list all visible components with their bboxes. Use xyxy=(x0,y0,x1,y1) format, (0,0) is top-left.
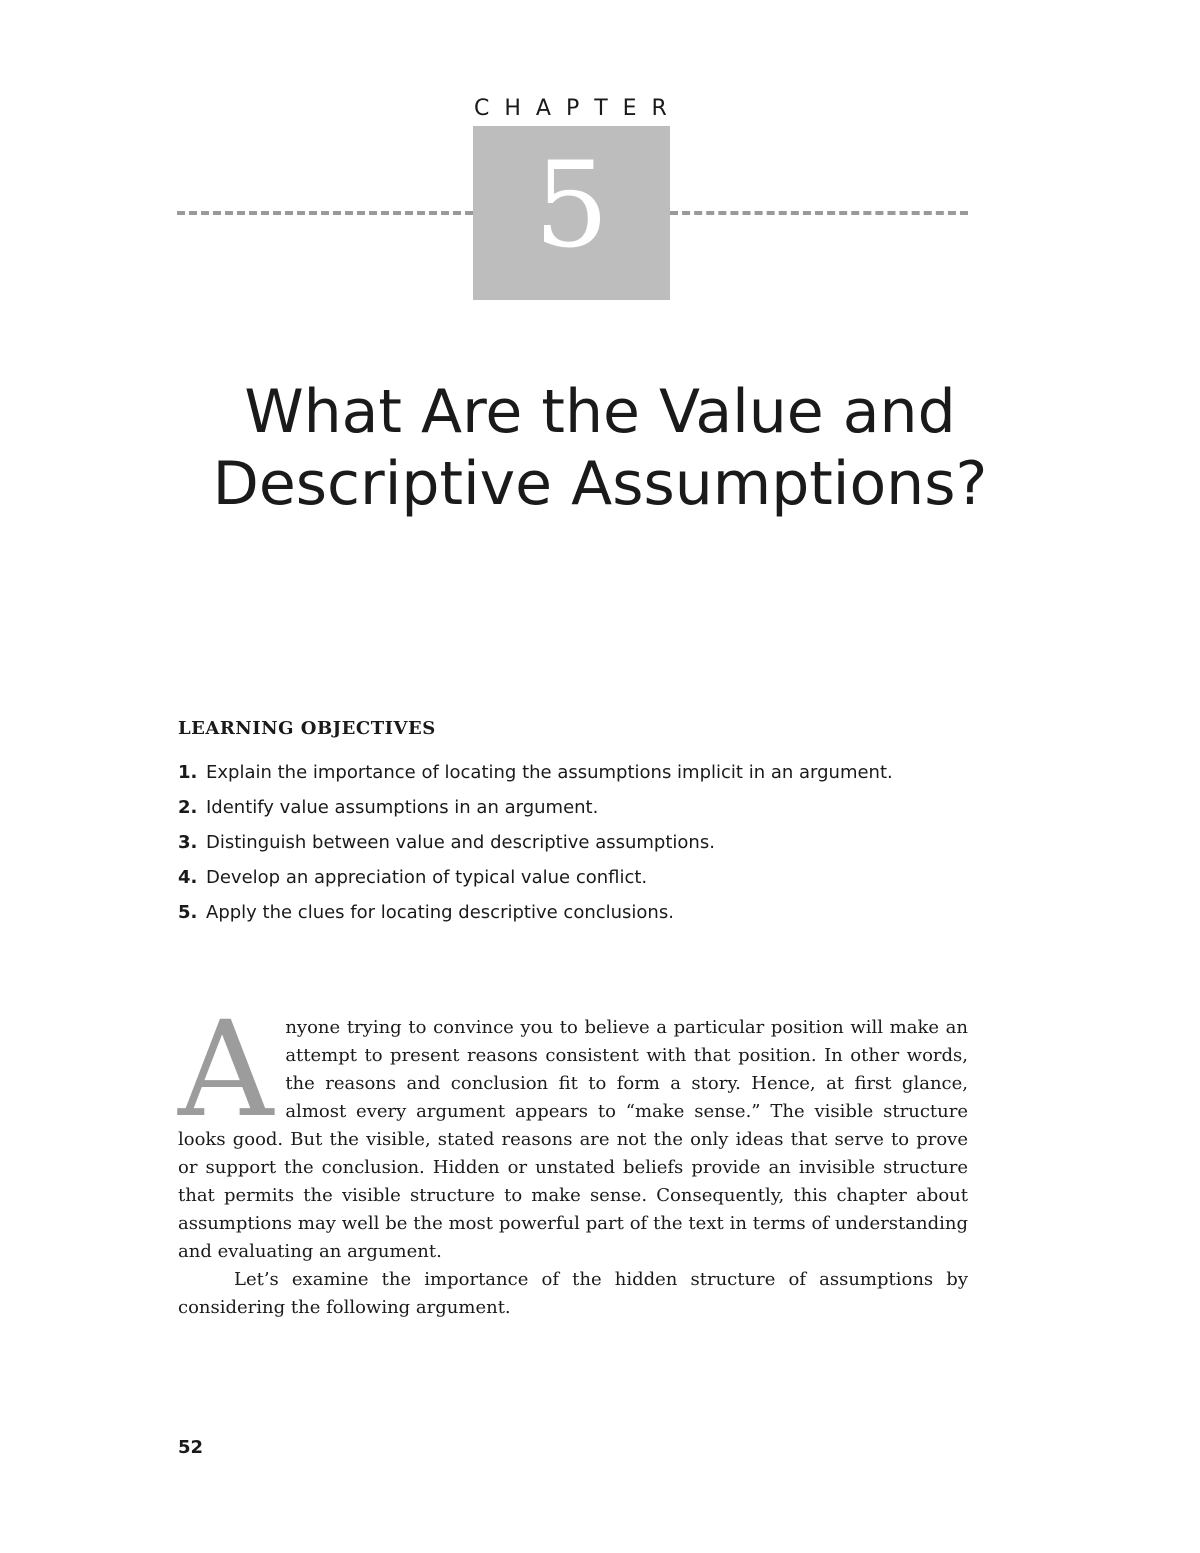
objective-number: 1. xyxy=(178,762,198,783)
chapter-title xyxy=(120,376,1080,520)
dashed-rule-left xyxy=(177,211,473,215)
body-paragraph-text: Let’s examine the importance of the hidden structure of assumptions by considering the following argument. xyxy=(178,1269,968,1318)
objective-text: Develop an appreciation of typical value conflict. xyxy=(206,867,648,888)
page-number: 52 xyxy=(178,1437,204,1458)
objective-item xyxy=(178,900,898,926)
objective-item xyxy=(178,795,898,821)
body-paragraph-text: nyone trying to convince you to believe a particular position will make an attempt to present reasons consistent with that position. In other words, the reasons and conclusion fit to form a story. Hence, at first glance, almost every argument appears to “make sense.” The visible structure looks good. But the visible, stated reasons are not the only ideas that serve to prove or support the conclusion. Hidden or unstated beliefs provide an invisible structure that permits the visible structure to make sense. Consequently, this chapter about assumptions may well be the most powerful part of the text in terms of understanding and evaluating an argument. xyxy=(178,1017,968,1262)
chapter-title-line1: What Are the Value and xyxy=(244,377,956,447)
learning-objectives-list xyxy=(178,760,898,935)
dashed-rule-right xyxy=(670,211,968,215)
body-text xyxy=(178,993,968,1322)
objective-text: Identify value assumptions in an argument. xyxy=(206,797,599,818)
body-paragraph xyxy=(178,1266,968,1322)
drop-cap: A xyxy=(178,993,274,1147)
objective-item xyxy=(178,830,898,856)
objective-number: 2. xyxy=(178,797,198,818)
objective-number: 5. xyxy=(178,902,198,923)
body-paragraph xyxy=(178,993,968,1266)
chapter-label: CHAPTER xyxy=(474,96,682,121)
objective-number: 4. xyxy=(178,867,198,888)
objective-text: Explain the importance of locating the assumptions implicit in an argument. xyxy=(206,762,893,783)
objective-number: 3. xyxy=(178,832,198,853)
objective-text: Apply the clues for locating descriptive conclusions. xyxy=(206,902,674,923)
learning-objectives-heading: LEARNING OBJECTIVES xyxy=(178,718,436,739)
chapter-number-box xyxy=(473,126,670,300)
chapter-title-line2: Descriptive Assumptions? xyxy=(212,449,988,519)
objective-text: Distinguish between value and descriptive assumptions. xyxy=(206,832,715,853)
objective-item xyxy=(178,760,898,786)
objective-item xyxy=(178,865,898,891)
chapter-number: 5 xyxy=(533,136,610,274)
